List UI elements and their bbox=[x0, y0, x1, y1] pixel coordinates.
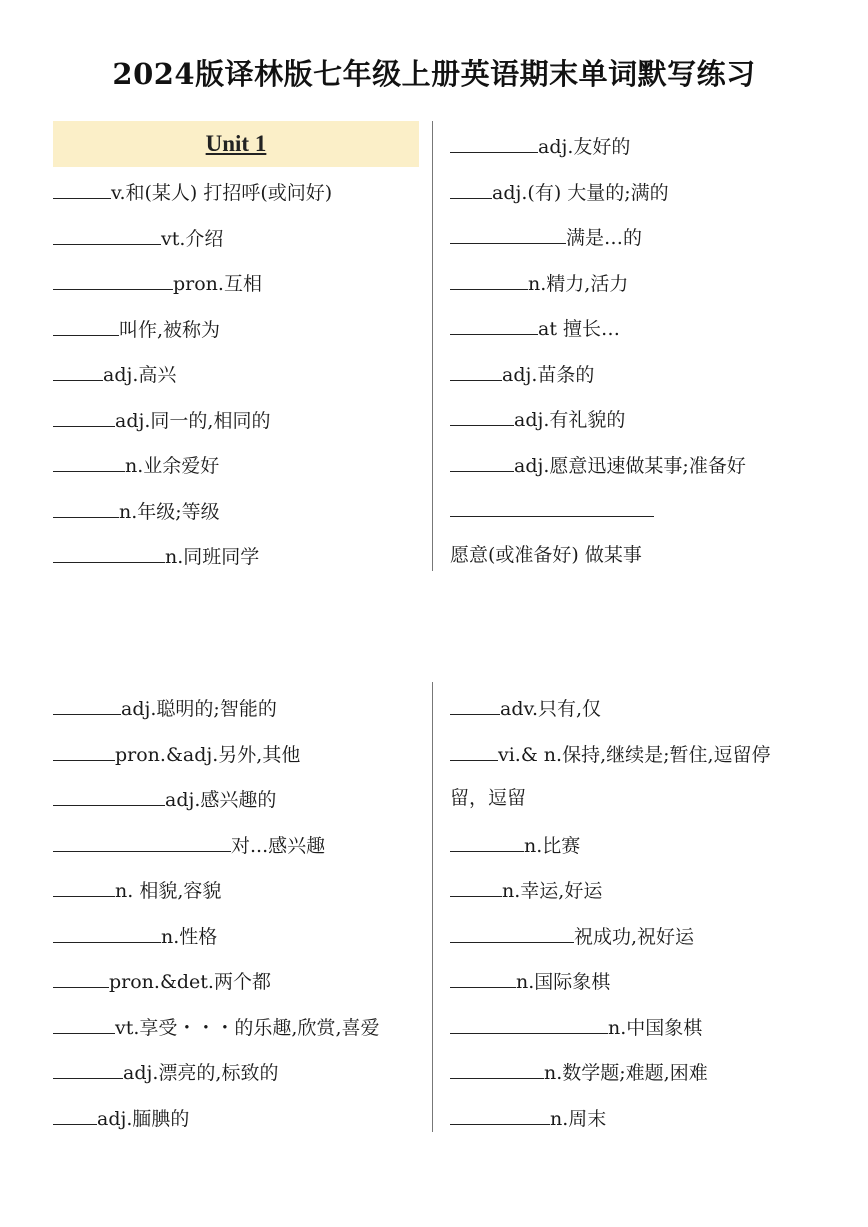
answer-blank[interactable] bbox=[53, 224, 161, 245]
vocab-item bbox=[53, 178, 332, 204]
answer-blank[interactable] bbox=[53, 740, 115, 761]
vocab-definition: 满是…的 bbox=[566, 227, 643, 249]
vocab-definition: adj.漂亮的,标致的 bbox=[123, 1062, 279, 1084]
vocab-definition: 对...感兴趣 bbox=[231, 835, 326, 857]
vocab-definition: adv.只有,仅 bbox=[500, 698, 602, 720]
vocab-item bbox=[53, 831, 325, 857]
answer-blank[interactable] bbox=[53, 1104, 97, 1125]
column-divider-bottom bbox=[432, 682, 433, 1132]
vocab-item bbox=[53, 922, 217, 948]
vocab-item bbox=[53, 1013, 380, 1039]
answer-blank[interactable] bbox=[450, 876, 502, 897]
answer-blank[interactable] bbox=[53, 315, 119, 336]
vocab-definition: n.数学题;难题,困难 bbox=[544, 1062, 708, 1084]
answer-blank[interactable] bbox=[450, 831, 524, 852]
vocab-item bbox=[53, 740, 300, 766]
vocab-definition: 留，逗留 bbox=[450, 787, 527, 809]
vocab-definition: at 擅长… bbox=[538, 318, 621, 340]
vocab-item bbox=[450, 132, 630, 158]
vocab-definition: adj.友好的 bbox=[538, 136, 631, 158]
answer-blank[interactable] bbox=[53, 360, 103, 381]
vocab-item bbox=[53, 1058, 278, 1084]
vocab-definition: adj.腼腆的 bbox=[97, 1108, 190, 1130]
vocab-definition: n.国际象棋 bbox=[516, 971, 611, 993]
vocab-definition: adj.愿意迅速做某事;准备好 bbox=[514, 455, 746, 477]
vocab-definition: pron.&adj.另外,其他 bbox=[115, 744, 301, 766]
vocab-item bbox=[53, 451, 219, 477]
vocab-item bbox=[450, 876, 602, 902]
vocab-item bbox=[53, 315, 220, 341]
vocab-item bbox=[53, 542, 259, 568]
vocab-item bbox=[450, 314, 620, 340]
answer-blank[interactable] bbox=[450, 694, 500, 715]
vocab-definition: adj.聪明的;智能的 bbox=[121, 698, 277, 720]
column-divider-top bbox=[432, 121, 433, 571]
answer-blank[interactable] bbox=[450, 451, 514, 472]
vocab-item bbox=[450, 1013, 702, 1039]
vocab-item bbox=[450, 740, 771, 766]
answer-blank[interactable] bbox=[450, 178, 492, 199]
vocab-item bbox=[53, 406, 270, 432]
vocab-definition: n.同班同学 bbox=[165, 546, 260, 568]
answer-blank[interactable] bbox=[53, 542, 165, 563]
vocab-item bbox=[450, 223, 642, 249]
page-title: 2024版译林版七年级上册英语期末单词默写练习 bbox=[112, 57, 756, 91]
vocab-definition: adj.同一的,相同的 bbox=[115, 410, 271, 432]
answer-blank[interactable] bbox=[450, 740, 498, 761]
vocab-definition: 愿意(或准备好) 做某事 bbox=[450, 544, 642, 566]
vocab-item bbox=[53, 694, 277, 720]
answer-blank[interactable] bbox=[450, 967, 516, 988]
vocab-definition: n.比赛 bbox=[524, 835, 581, 857]
vocab-definition: n.性格 bbox=[161, 926, 218, 948]
answer-blank[interactable] bbox=[53, 406, 115, 427]
vocab-item bbox=[450, 1104, 606, 1130]
vocab-definition: n.业余爱好 bbox=[125, 455, 220, 477]
answer-blank[interactable] bbox=[450, 223, 566, 244]
vocab-item bbox=[53, 1104, 189, 1130]
vocab-definition: v.和(某人) 打招呼(或问好) bbox=[111, 182, 333, 204]
vocab-item bbox=[450, 496, 654, 522]
unit-header-label: Unit 1 bbox=[205, 131, 267, 156]
answer-blank[interactable] bbox=[450, 132, 538, 153]
answer-blank[interactable] bbox=[53, 497, 119, 518]
vocab-definition: pron.&det.两个都 bbox=[109, 971, 271, 993]
answer-blank[interactable] bbox=[450, 360, 502, 381]
vocab-item bbox=[53, 497, 220, 523]
vocab-definition: n.精力,活力 bbox=[528, 273, 629, 295]
vocab-item bbox=[53, 224, 223, 250]
vocab-item bbox=[450, 451, 746, 477]
vocab-definition: 祝成功,祝好运 bbox=[574, 926, 695, 948]
vocab-definition: n.周末 bbox=[550, 1108, 607, 1130]
answer-blank[interactable] bbox=[450, 314, 538, 335]
vocab-item bbox=[53, 269, 262, 295]
vocab-definition: adj.(有) 大量的;满的 bbox=[492, 182, 669, 204]
vocab-definition: 叫作,被称为 bbox=[119, 319, 221, 341]
vocab-item bbox=[450, 542, 642, 568]
answer-blank[interactable] bbox=[53, 922, 161, 943]
vocab-definition: adj.感兴趣的 bbox=[165, 789, 277, 811]
answer-blank[interactable] bbox=[53, 178, 111, 199]
unit-header bbox=[53, 121, 419, 167]
answer-blank[interactable] bbox=[53, 1058, 123, 1079]
answer-blank[interactable] bbox=[450, 1058, 544, 1079]
vocab-item bbox=[450, 405, 625, 431]
vocab-item bbox=[53, 967, 271, 993]
answer-blank[interactable] bbox=[53, 876, 115, 897]
vocab-item bbox=[53, 785, 276, 811]
answer-blank[interactable] bbox=[53, 451, 125, 472]
vocab-definition: n.中国象棋 bbox=[608, 1017, 703, 1039]
vocab-definition: vt.介绍 bbox=[161, 228, 224, 250]
vocab-definition: adj.苗条的 bbox=[502, 364, 595, 386]
answer-blank[interactable] bbox=[450, 1013, 608, 1034]
vocab-definition: vt.享受・・・的乐趣,欣赏,喜爱 bbox=[115, 1017, 380, 1039]
vocab-item bbox=[53, 360, 176, 386]
answer-blank[interactable] bbox=[450, 405, 514, 426]
vocab-item bbox=[450, 1058, 708, 1084]
vocab-definition: n.幸运,好运 bbox=[502, 880, 603, 902]
answer-blank[interactable] bbox=[450, 269, 528, 290]
vocab-definition: n.年级;等级 bbox=[119, 501, 220, 523]
vocab-item bbox=[450, 922, 694, 948]
answer-blank[interactable] bbox=[53, 1013, 115, 1034]
vocab-definition: pron.互相 bbox=[173, 273, 262, 295]
vocab-item bbox=[450, 967, 610, 993]
vocab-definition: adj.有礼貌的 bbox=[514, 409, 626, 431]
answer-blank[interactable] bbox=[53, 785, 165, 806]
vocab-item bbox=[450, 831, 580, 857]
vocab-item bbox=[450, 694, 601, 720]
answer-blank[interactable] bbox=[450, 496, 654, 517]
vocab-definition: n. 相貌,容貌 bbox=[115, 880, 222, 902]
vocab-item bbox=[450, 269, 628, 295]
vocab-definition: adj.高兴 bbox=[103, 364, 177, 386]
vocab-item bbox=[53, 876, 221, 902]
vocab-definition: vi.& n.保持,继续是;暂住,逗留停 bbox=[498, 744, 771, 766]
vocab-item bbox=[450, 178, 669, 204]
vocab-item bbox=[450, 785, 526, 811]
answer-blank[interactable] bbox=[53, 967, 109, 988]
answer-blank[interactable] bbox=[450, 1104, 550, 1125]
answer-blank[interactable] bbox=[53, 269, 173, 290]
answer-blank[interactable] bbox=[53, 694, 121, 715]
vocab-item bbox=[450, 360, 594, 386]
answer-blank[interactable] bbox=[53, 831, 231, 852]
answer-blank[interactable] bbox=[450, 922, 574, 943]
